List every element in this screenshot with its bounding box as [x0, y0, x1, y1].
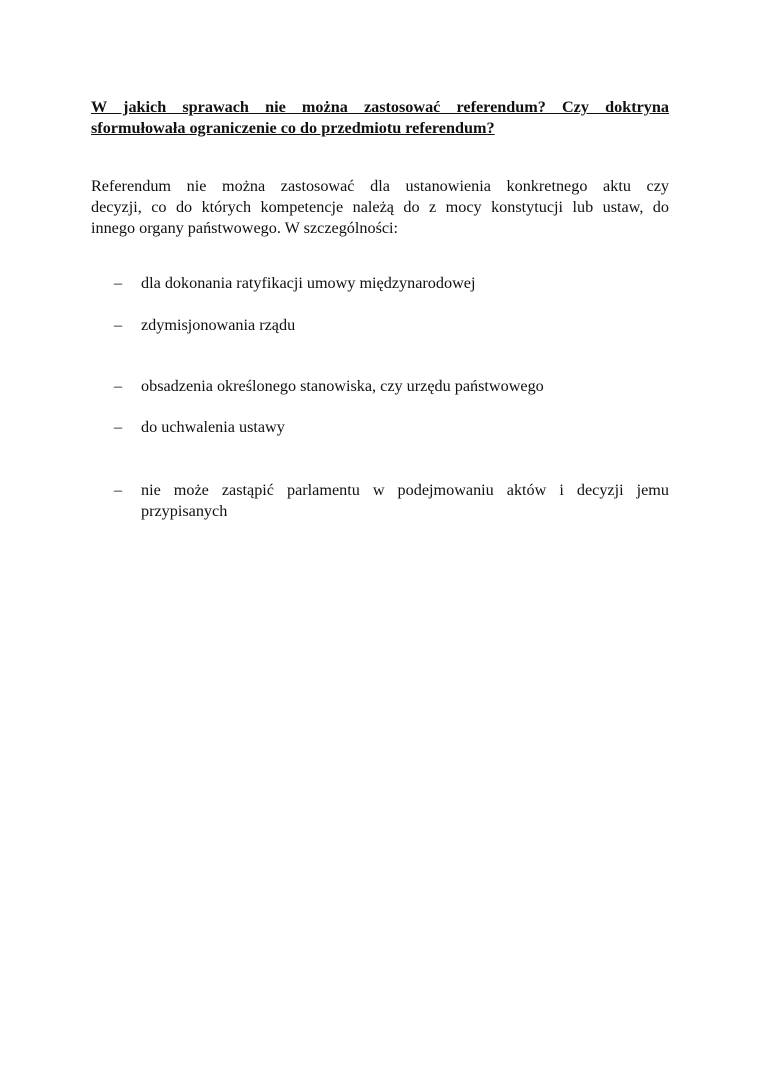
list-item-text — [141, 273, 669, 294]
list-item-line: nie może zastąpić parlamentu w podejmowaniu aktów i decyzji jemu — [141, 481, 669, 499]
dash-bullet: – — [114, 316, 123, 334]
dash-bullet: – — [114, 418, 123, 436]
list-item-line: do uchwalenia ustawy — [141, 418, 285, 436]
dash-bullet: – — [114, 481, 123, 499]
list-item-line: obsadzenia określonego stanowiska, czy urzędu państwowego — [141, 377, 544, 395]
heading-line: W jakich sprawach nie można zastosować referendum? Czy doktryna — [91, 98, 669, 116]
paragraph-line: decyzji, co do których kompetencje należą do z mocy konstytucji lub ustaw, do — [91, 198, 669, 216]
paragraph-line: innego organy państwowego. W szczególności: — [91, 219, 399, 237]
heading-line: sformułowała ograniczenie co do przedmiotu referendum? — [91, 119, 495, 137]
list-item-line: zdymisjonowania rządu — [141, 316, 296, 334]
dash-bullet: – — [114, 274, 123, 292]
list-item-text — [141, 315, 669, 336]
list-item-line: dla dokonania ratyfikacji umowy międzynarodowej — [141, 274, 476, 292]
list-item-text — [141, 417, 669, 438]
list-item-line: przypisanych — [141, 502, 228, 520]
intro-paragraph — [91, 176, 669, 239]
question-heading — [91, 97, 669, 139]
list-item-text — [141, 376, 669, 397]
paragraph-line: Referendum nie można zastosować dla ustanowienia konkretnego aktu czy — [91, 177, 669, 195]
dash-bullet: – — [114, 377, 123, 395]
list-item-text — [141, 480, 669, 522]
